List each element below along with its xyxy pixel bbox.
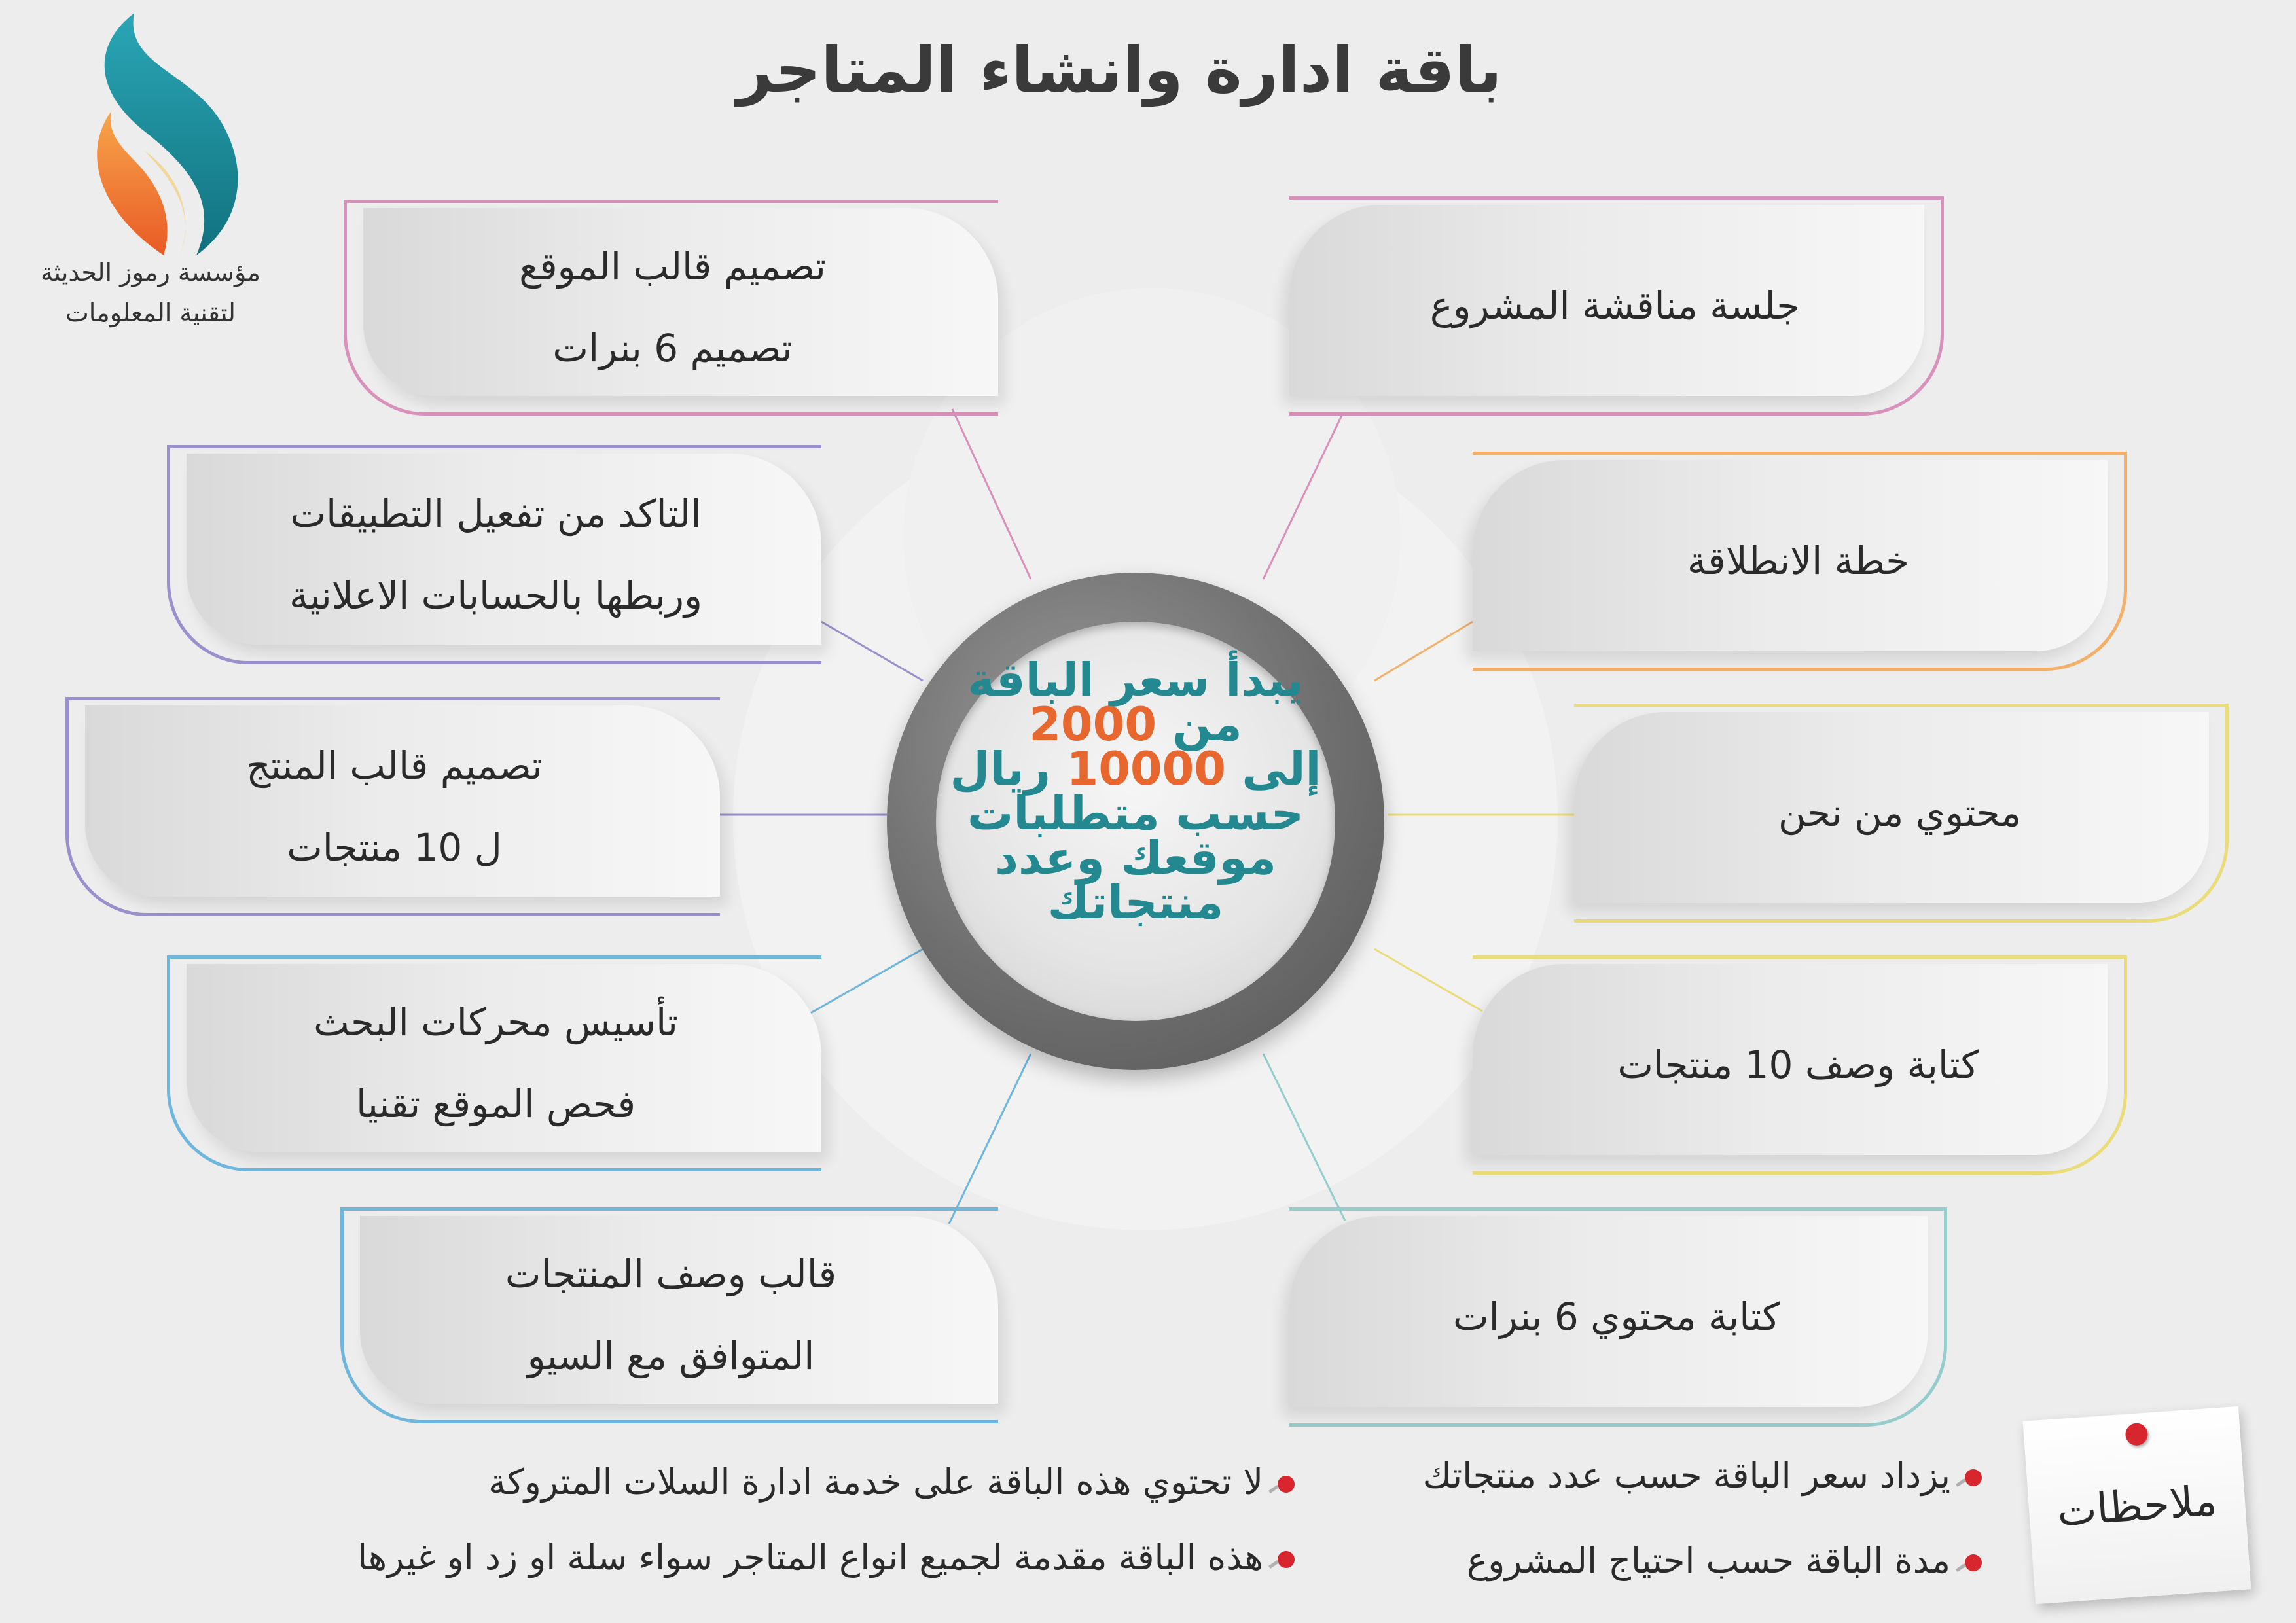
service-card-project-discussion bbox=[1289, 196, 1944, 416]
card-line-1: خطة الانطلاقة bbox=[1687, 539, 1910, 583]
card-line-1: كتابة محتوي 6 بنرات bbox=[1453, 1294, 1780, 1339]
card-line-2: تصميم 6 بنرات bbox=[552, 326, 793, 370]
pushpin-icon bbox=[1965, 1554, 1982, 1571]
pushpin-icon bbox=[1965, 1469, 1982, 1486]
price-from-word: من bbox=[1172, 698, 1242, 751]
card-line-2: ل 10 منتجات bbox=[287, 825, 502, 870]
connector-line bbox=[1374, 949, 1482, 1011]
note-item bbox=[1423, 1450, 1982, 1502]
service-card-product-template bbox=[65, 697, 720, 916]
price-line-3 bbox=[923, 742, 1348, 796]
card-line-2: وربطها بالحسابات الاعلانية bbox=[289, 573, 702, 618]
price-line-1: يبدأ سعر الباقة bbox=[967, 653, 1304, 707]
notes-label: ملاحظات bbox=[2055, 1476, 2219, 1537]
pushpin-icon bbox=[2125, 1423, 2148, 1446]
card-line-1: جلسة مناقشة المشروع bbox=[1429, 283, 1801, 328]
connector-line bbox=[1374, 622, 1473, 681]
price-line-5: موقعك وعدد bbox=[995, 831, 1276, 885]
card-line-1: محتوي من نحن bbox=[1778, 791, 2022, 835]
logo-line-1: مؤسسة رموز الحديثة bbox=[41, 258, 260, 287]
card-line-1: قالب وصف المنتجات bbox=[505, 1252, 837, 1296]
page-title: باقة ادارة وانشاء المتاجر bbox=[736, 33, 1502, 107]
service-card-about-us-content bbox=[1574, 704, 2229, 923]
price-to-word: إلى bbox=[1242, 742, 1321, 796]
connector-line bbox=[821, 622, 923, 681]
service-card-product-description-template bbox=[340, 1207, 998, 1423]
price-currency: ريال bbox=[950, 742, 1051, 796]
service-card-product-descriptions bbox=[1473, 955, 2127, 1175]
card-line-1: تصميم قالب المنتج bbox=[246, 743, 543, 788]
price-min: 2000 bbox=[1029, 698, 1157, 751]
price-line-4: حسب متطلبات bbox=[967, 787, 1304, 840]
connector-line bbox=[952, 409, 1031, 579]
connector-line bbox=[949, 1054, 1031, 1224]
service-card-website-template bbox=[344, 200, 998, 416]
note-item bbox=[1467, 1535, 1982, 1587]
card-line-1: تصميم قالب الموقع bbox=[519, 244, 826, 289]
service-card-seo-setup bbox=[167, 955, 821, 1171]
card-line-1: تأسيس محركات البحث bbox=[314, 1000, 678, 1044]
card-line-2: المتوافق مع السيو bbox=[527, 1334, 815, 1378]
connector-line bbox=[808, 949, 923, 1014]
note-item bbox=[357, 1531, 1295, 1584]
pushpin-icon bbox=[1278, 1476, 1295, 1493]
price-line-2 bbox=[923, 698, 1348, 751]
note-text: يزداد سعر الباقة حسب عدد منتجاتك bbox=[1422, 1455, 1950, 1496]
note-text: لا تحتوي هذه الباقة على خدمة ادارة السلات المتروكة bbox=[488, 1461, 1263, 1503]
logo-text bbox=[20, 252, 281, 333]
note-text: مدة الباقة حسب احتياج المشروع bbox=[1467, 1540, 1950, 1581]
connector-line bbox=[1263, 1054, 1345, 1221]
service-card-apps-activation bbox=[167, 445, 821, 664]
note-item bbox=[488, 1456, 1295, 1508]
service-card-banner-content bbox=[1289, 1207, 1947, 1427]
connector-line bbox=[1263, 416, 1342, 579]
note-text: هذه الباقة مقدمة لجميع انواع المتاجر سواء سلة او زد او غيرها bbox=[357, 1537, 1263, 1578]
card-line-1: التاكد من تفعيل التطبيقات bbox=[290, 491, 702, 536]
price-line-6: منتجاتك bbox=[1047, 876, 1224, 929]
price-max: 10000 bbox=[1066, 742, 1227, 796]
card-line-2: فحص الموقع تقنيا bbox=[355, 1082, 636, 1126]
service-card-launch-plan bbox=[1473, 452, 2127, 671]
card-line-1: كتابة وصف 10 منتجات bbox=[1617, 1043, 1979, 1087]
notes-paper bbox=[2023, 1406, 2251, 1604]
price-text bbox=[923, 653, 1348, 929]
logo-line-2: لتقنية المعلومات bbox=[65, 298, 236, 327]
pushpin-icon bbox=[1278, 1551, 1295, 1568]
